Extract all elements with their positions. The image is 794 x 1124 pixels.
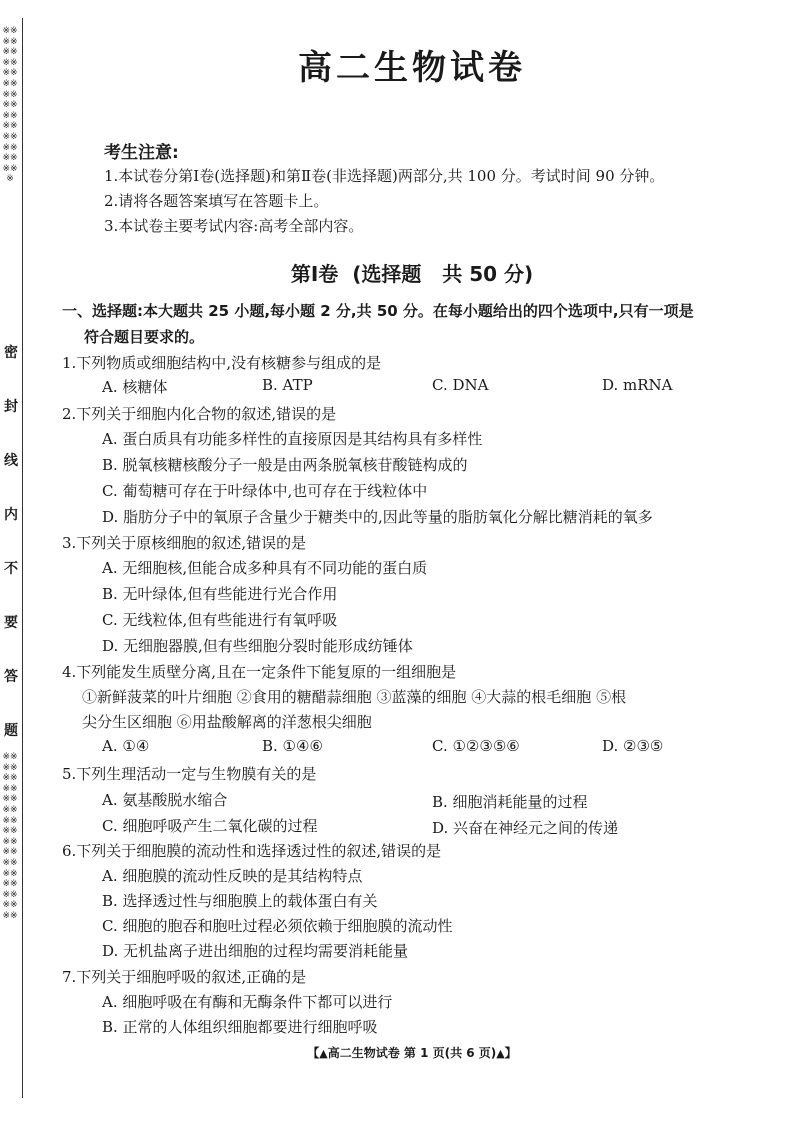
section-instruction — [62, 298, 752, 350]
question-7-option-a: A. 细胞呼吸在有酶和无酶条件下都可以进行 — [102, 993, 393, 1011]
question-1-stem: 1.下列物质或细胞结构中,没有核糖参与组成的是 — [62, 354, 382, 372]
triangle-logo-icon: ▲ — [319, 1047, 328, 1060]
section-title: 第Ⅰ卷 (选择题 共 50 分) — [290, 262, 534, 286]
footer-left-bracket: 【 — [307, 1046, 320, 1060]
question-4-option-b: B. ①④⑥ — [262, 737, 323, 755]
binding-margin — [0, 0, 26, 1124]
question-4-items-line-2: 尖分生区细胞 ⑥用盐酸解离的洋葱根尖细胞 — [82, 713, 372, 731]
notice-line-3: 3.本试卷主要考试内容:高考全部内容。 — [104, 217, 364, 235]
question-3-option-a: A. 无细胞核,但能合成多种具有不同功能的蛋白质 — [102, 559, 428, 577]
question-2-option-a: A. 蛋白质具有功能多样性的直接原因是其结构具有多样性 — [102, 430, 483, 448]
seal-char-1: 密 — [4, 345, 18, 361]
page-footer — [62, 1044, 762, 1061]
question-5-option-d: D. 兴奋在神经元之间的传递 — [432, 819, 619, 837]
question-6-stem: 6.下列关于细胞膜的流动性和选择透过性的叙述,错误的是 — [62, 842, 442, 860]
margin-stars-top: ※※※※※※※※※※※※※※※※※※※※※※※※※※※※※ — [2, 26, 18, 185]
question-1-option-c: C. DNA — [432, 376, 489, 394]
seal-char-2: 封 — [4, 399, 18, 415]
question-2-option-d: D. 脂肪分子中的氧原子含量少于糖类中的,因此等量的脂肪氧化分解比糖消耗的氧多 — [102, 508, 653, 526]
question-5-option-c: C. 细胞呼吸产生二氧化碳的过程 — [102, 817, 318, 835]
instruction-line-2: 符合题目要求的。 — [84, 328, 205, 346]
question-6-option-d: D. 无机盐离子进出细胞的过程均需要消耗能量 — [102, 942, 409, 960]
question-6-option-a: A. 细胞膜的流动性反映的是其结构特点 — [102, 867, 363, 885]
question-2-option-b: B. 脱氧核糖核酸分子一般是由两条脱氧核苷酸链构成的 — [102, 456, 468, 474]
binding-line — [22, 18, 23, 1098]
question-5-option-b: B. 细胞消耗能量的过程 — [432, 793, 588, 811]
question-4-option-c: C. ①②③⑤⑥ — [432, 737, 520, 755]
footer-right-bracket: 】 — [504, 1046, 517, 1060]
question-3-option-b: B. 无叶绿体,但有些能进行光合作用 — [102, 585, 338, 603]
margin-stars-bottom: ※※※※※※※※※※※※※※※※※※※※※※※※※※※※※※※※ — [2, 752, 18, 921]
seal-char-6: 要 — [4, 615, 18, 631]
instruction-line-1: 一、选择题:本大题共 25 小题,每小题 2 分,共 50 分。在每小题给出的四个选项中,只有一项是 — [62, 302, 694, 320]
seal-char-3: 线 — [4, 453, 18, 469]
question-7-option-b: B. 正常的人体组织细胞都要进行细胞呼吸 — [102, 1018, 378, 1036]
question-6-option-c: C. 细胞的胞吞和胞吐过程必须依赖于细胞膜的流动性 — [102, 917, 453, 935]
question-1-option-a: A. 核糖体 — [102, 378, 168, 396]
notice-heading: 考生注意: — [104, 143, 179, 163]
question-3-option-c: C. 无线粒体,但有些能进行有氧呼吸 — [102, 611, 338, 629]
page-title: 高二生物试卷 — [298, 48, 526, 88]
question-3-stem: 3.下列关于原核细胞的叙述,错误的是 — [62, 534, 307, 552]
question-2-stem: 2.下列关于细胞内化合物的叙述,错误的是 — [62, 405, 337, 423]
notice-line-2: 2.请将各题答案填写在答题卡上。 — [104, 192, 329, 210]
question-4-stem: 4.下列能发生质壁分离,且在一定条件下能复原的一组细胞是 — [62, 663, 457, 681]
seal-char-4: 内 — [4, 507, 18, 523]
question-5-option-a: A. 氨基酸脱水缩合 — [102, 791, 228, 809]
question-1-option-d: D. mRNA — [602, 376, 673, 394]
seal-char-7: 答 — [4, 669, 18, 685]
seal-char-5: 不 — [4, 561, 18, 577]
question-4-option-d: D. ②③⑤ — [602, 737, 664, 755]
question-7-stem: 7.下列关于细胞呼吸的叙述,正确的是 — [62, 968, 307, 986]
notice-line-1: 1.本试卷分第Ⅰ卷(选择题)和第Ⅱ卷(非选择题)两部分,共 100 分。考试时间 90 分钟。 — [104, 167, 665, 185]
question-3-option-d: D. 无细胞器膜,但有些细胞分裂时能形成纺锤体 — [102, 637, 413, 655]
question-4-items-line-1: ①新鲜菠菜的叶片细胞 ②食用的糖醋蒜细胞 ③蓝藻的细胞 ④大蒜的根毛细胞 ⑤根 — [82, 688, 627, 706]
triangle-logo-icon-right: ▲ — [496, 1047, 505, 1060]
question-2-option-c: C. 葡萄糖可存在于叶绿体中,也可存在于线粒体中 — [102, 482, 428, 500]
seal-char-8: 题 — [4, 723, 18, 739]
question-6-option-b: B. 选择透过性与细胞膜上的载体蛋白有关 — [102, 892, 378, 910]
question-5-stem: 5.下列生理活动一定与生物膜有关的是 — [62, 765, 317, 783]
footer-text: 高二生物试卷 第 1 页(共 6 页) — [327, 1046, 497, 1060]
question-1-option-b: B. ATP — [262, 376, 313, 394]
question-4-option-a: A. ①④ — [102, 737, 150, 755]
